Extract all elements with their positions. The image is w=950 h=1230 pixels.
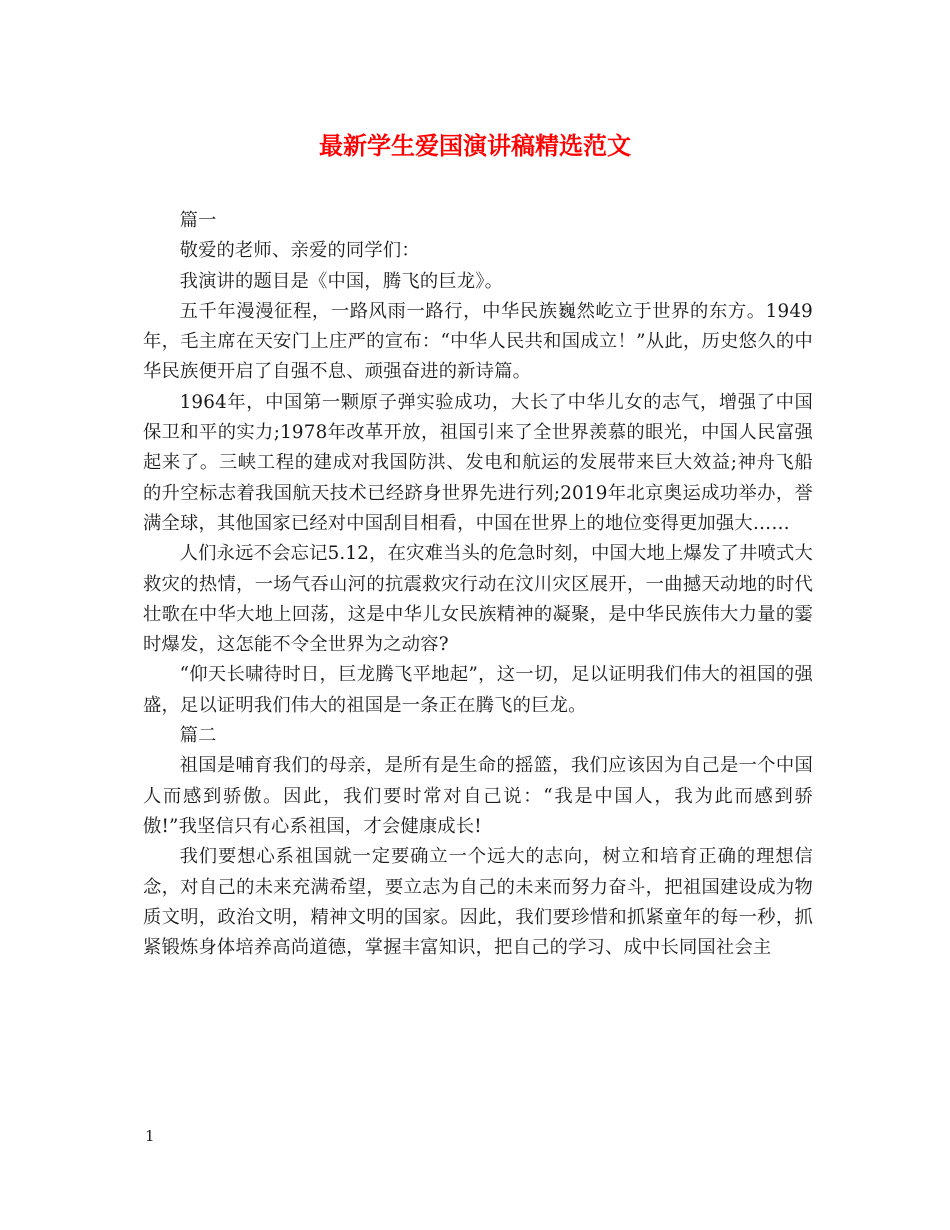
paragraph: 人们永远不会忘记5.12，在灾难当头的危急时刻，中国大地上爆发了井喷式大救灾的热情，一场气吞山河的抗震救灾行动在汶川灾区展开，一曲撼天动地的时代壮歌在中华大地上回荡，这是中华儿女民族精神的凝聚，是中华民族伟大力量的霎时爆发，这怎能不令全世界为之动容? bbox=[143, 543, 813, 656]
paragraph: 篇二 bbox=[179, 725, 217, 747]
page-number: 1 bbox=[145, 1127, 155, 1145]
document-title: 最新学生爱国演讲稿精选范文 bbox=[319, 131, 631, 160]
paragraph: 我演讲的题目是《中国，腾飞的巨龙》。 bbox=[179, 270, 504, 292]
paragraph: 祖国是哺育我们的母亲，是所有是生命的摇篮，我们应该因为自己是一个中国人而感到骄傲。因此，我们要时常对自己说：“我是中国人，我为此而感到骄傲!”我坚信只有心系祖国，才会健康成长! bbox=[143, 755, 813, 837]
paragraph: 篇一 bbox=[179, 210, 217, 231]
paragraph: “仰天长啸待时日，巨龙腾飞平地起”，这一切，足以证明我们伟大的祖国的强盛，足以证明我们伟大的祖国是一条正在腾飞的巨龙。 bbox=[143, 664, 813, 716]
paragraph: 我们要想心系祖国就一定要确立一个远大的志向，树立和培育正确的理想信念，对自己的未来充满希望，要立志为自己的未来而努力奋斗，把祖国建设成为物质文明，政治文明，精神文明的国家。因此，我们要珍惜和抓紧童年的每一秒，抓紧锻炼身体培养高尚道德，掌握丰富知识，把自己的学习、成中长同国社会主 bbox=[143, 846, 813, 959]
document-body bbox=[143, 206, 813, 963]
paragraph: 1964年，中国第一颗原子弹实验成功，大长了中华儿女的志气，增强了中国保卫和平的实力;1978年改革开放，祖国引来了全世界羡慕的眼光，中国人民富强起来了。三峡工程的建成对我国防洪、发电和航运的发展带来巨大效益;神舟飞船的升空标志着我国航天技术已经跻身世界先进行列;2019年北京奥运成功举办，誉满全球，其他国家已经对中国刮目相看，中国在世界上的地位变得更加强大…… bbox=[143, 391, 813, 534]
paragraph: 五千年漫漫征程，一路风雨一路行，中华民族巍然屹立于世界的东方。1949年，毛主席在天安门上庄严的宣布：“中华人民共和国成立！”从此，历史悠久的中华民族便开启了自强不息、顽强奋进的新诗篇。 bbox=[143, 300, 813, 383]
paragraph: 敬爱的老师、亲爱的同学们： bbox=[179, 240, 420, 262]
